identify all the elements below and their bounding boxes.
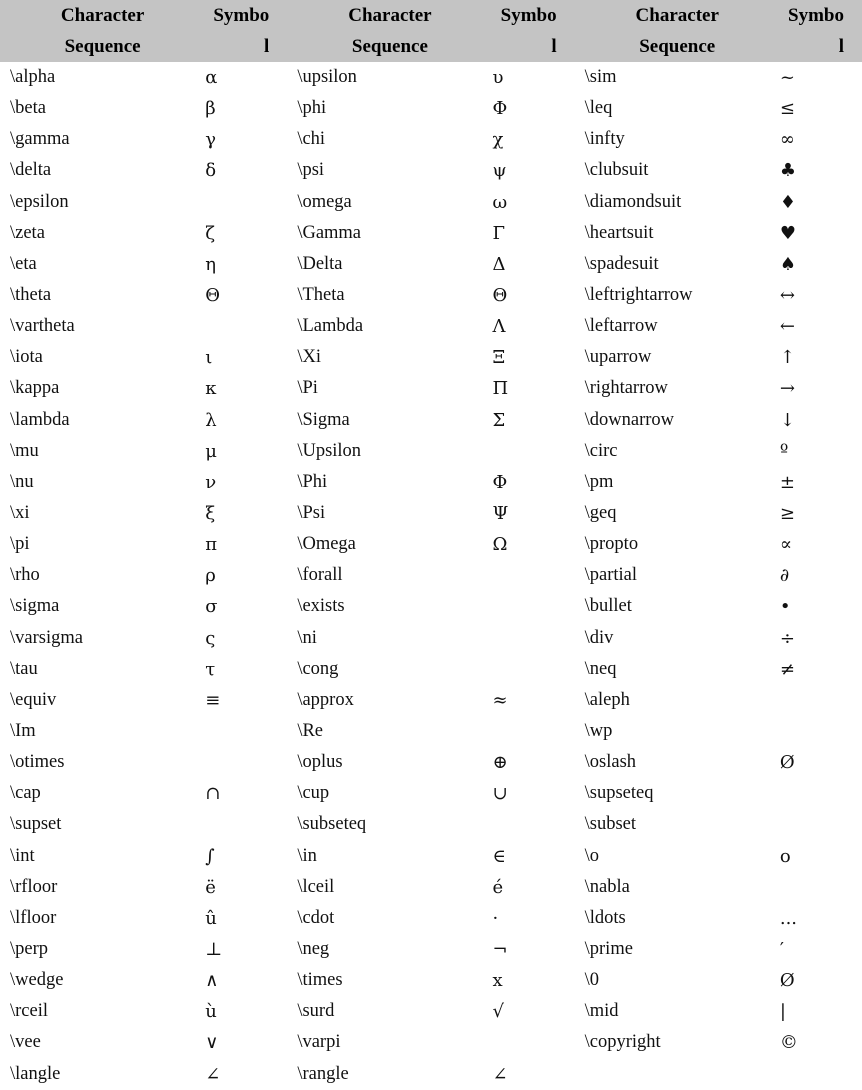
character-sequence-cell: \varsigma [10, 627, 83, 648]
character-sequence-cell: \propto [584, 534, 639, 555]
character-sequence-cell: \diamondsuit [584, 191, 682, 212]
symbol-cell: Ψ [492, 503, 509, 525]
symbol-cell: Ξ [492, 347, 506, 369]
character-sequence-cell: \Sigma [297, 409, 350, 430]
symbol-cell: ⊥ [205, 939, 223, 960]
character-sequence-cell: \lfloor [10, 907, 57, 928]
symbol-cell: ∪ [492, 783, 508, 805]
symbol-cell [485, 436, 575, 467]
symbol-cell: ∫ [205, 845, 215, 867]
symbol-cell [772, 1059, 862, 1090]
symbol-cell: ς [205, 627, 216, 649]
symbol-cell: σ [205, 596, 218, 618]
table-row [0, 934, 862, 965]
symbol-cell: √ [492, 1001, 505, 1023]
symbol-cell: ∝ [779, 534, 793, 556]
table-row [0, 467, 862, 498]
character-sequence-cell: \zeta [10, 222, 45, 243]
character-sequence-cell: \supseteq [584, 783, 654, 804]
header-line: Character [348, 5, 432, 26]
character-sequence-cell: \heartsuit [584, 222, 654, 243]
table-row [0, 1027, 862, 1058]
table-row [0, 872, 862, 903]
symbol-cell: δ [205, 160, 217, 182]
symbol-cell: o [779, 845, 791, 867]
symbol-cell: ≡ [205, 689, 221, 711]
symbol-cell: ← [779, 316, 795, 338]
character-sequence-cell: \otimes [10, 752, 65, 773]
table-body [0, 62, 862, 1090]
character-sequence-cell: \forall [297, 565, 343, 586]
character-sequence-cell: \alpha [10, 67, 56, 88]
character-sequence-cell: \Phi [297, 471, 328, 492]
symbol-cell: ↑ [779, 347, 795, 369]
symbol-cell: π [205, 534, 218, 556]
character-sequence-cell: \langle [10, 1063, 61, 1084]
symbol-cell: ... [779, 907, 798, 929]
table-row [0, 903, 862, 934]
symbol-cell [197, 747, 287, 778]
character-sequence-cell: \perp [10, 939, 49, 959]
symbol-cell [197, 716, 287, 747]
character-sequence-cell: \Re [297, 721, 324, 742]
symbol-cell: κ [205, 378, 217, 400]
table-row [0, 841, 862, 872]
header-line: l [264, 36, 270, 57]
character-sequence-cell: \nu [10, 471, 34, 492]
header-symbol-1 [197, 0, 287, 62]
symbol-cell: ∞ [779, 129, 795, 151]
character-sequence-cell: \epsilon [10, 191, 69, 212]
character-sequence-cell: \Xi [297, 347, 321, 368]
character-sequence-cell: \spadesuit [584, 253, 659, 274]
table-row [0, 124, 862, 155]
symbol-cell [772, 716, 862, 747]
header-line: l [551, 36, 557, 57]
character-sequence-cell: \o [584, 845, 600, 866]
symbol-cell: ∈ [492, 845, 506, 867]
character-sequence-cell: \delta [10, 160, 52, 181]
symbol-cell: x [492, 970, 503, 992]
header-character-sequence-3 [575, 0, 772, 62]
character-sequence-cell: \vartheta [10, 316, 75, 337]
symbol-cell: Ø [779, 970, 795, 992]
character-sequence-cell: \varpi [297, 1032, 341, 1053]
character-sequence-cell: \approx [297, 689, 354, 710]
symbol-cell: · [492, 907, 499, 929]
symbol-cell: ζ [205, 222, 215, 244]
table-row [0, 996, 862, 1027]
symbol-cell: ≤ [779, 98, 795, 120]
character-sequence-cell: \tau [10, 658, 38, 679]
symbol-cell [485, 591, 575, 622]
character-sequence-cell: \sigma [10, 596, 60, 617]
symbol-cell [197, 809, 287, 840]
symbol-cell: υ [492, 67, 504, 89]
character-sequence-cell: \0 [584, 970, 600, 991]
table-row [0, 249, 862, 280]
character-sequence-cell: \wp [584, 721, 613, 742]
symbol-cell: β [205, 98, 216, 120]
symbol-cell: Φ [492, 471, 508, 493]
symbol-cell: º [779, 440, 789, 462]
table-row [0, 623, 862, 654]
character-sequence-cell: \Upsilon [297, 440, 362, 461]
symbol-cell: • [779, 596, 791, 618]
table-row [0, 62, 862, 93]
character-sequence-cell: \pm [584, 471, 614, 492]
symbol-cell: ⊕ [492, 752, 508, 774]
table-row [0, 436, 862, 467]
symbol-cell: → [779, 378, 795, 400]
table-row [0, 405, 862, 436]
symbol-cell: τ [205, 658, 216, 680]
character-sequence-cell: \infty [584, 129, 625, 150]
character-sequence-cell: \omega [297, 191, 352, 212]
character-sequence-cell: \rceil [10, 1001, 49, 1022]
character-sequence-cell: \div [584, 627, 614, 648]
character-sequence-cell: \Omega [297, 534, 356, 555]
table-row [0, 965, 862, 996]
character-sequence-cell: \Lambda [297, 316, 364, 337]
symbol-cell: ÷ [779, 627, 795, 649]
character-sequence-cell: \oslash [584, 752, 637, 773]
table-row [0, 498, 862, 529]
character-sequence-cell: \psi [297, 160, 325, 181]
character-sequence-cell: \theta [10, 285, 52, 306]
character-sequence-cell: \Gamma [297, 222, 362, 243]
table-row [0, 560, 862, 591]
character-sequence-cell: \leq [584, 98, 613, 119]
header-line: Symbo [213, 5, 270, 26]
symbol-cell [485, 809, 575, 840]
symbol-cell: ι [205, 347, 213, 369]
header-line: Character [60, 5, 145, 26]
character-sequence-cell: \leftarrow [584, 316, 658, 337]
character-sequence-cell: \Im [10, 721, 36, 742]
table-row [0, 311, 862, 342]
table-header-row [0, 0, 862, 62]
header-line: Symbo [500, 5, 557, 26]
character-sequence-cell: \cap [10, 783, 41, 804]
character-sequence-cell: \times [297, 970, 343, 991]
character-sequence-cell: \lceil [297, 876, 335, 897]
symbol-cell: é [492, 876, 504, 898]
symbol-cell: ♦ [779, 191, 796, 213]
symbol-cell: ∧ [205, 970, 219, 992]
symbol-cell: Σ [492, 409, 506, 431]
character-sequence-cell: \sim [584, 67, 617, 88]
header-line: Sequence [64, 36, 141, 57]
symbol-cell: ë [205, 876, 216, 898]
table-row [0, 93, 862, 124]
character-sequence-cell: \Delta [297, 253, 343, 274]
table-row [0, 716, 862, 747]
character-sequence-cell: \copyright [584, 1032, 661, 1053]
symbol-cell: Λ [492, 316, 506, 338]
character-sequence-cell: \mu [10, 440, 39, 461]
symbol-cell: ω [492, 191, 508, 213]
header-line: l [838, 36, 844, 57]
character-sequence-cell: \phi [297, 98, 327, 119]
symbol-cell [485, 1027, 575, 1058]
symbol-cell: ± [779, 471, 795, 493]
table-row [0, 778, 862, 809]
header-line: Symbo [788, 5, 844, 26]
symbol-cell [197, 311, 287, 342]
symbol-cell: ∠ [205, 1063, 221, 1085]
symbol-cell: ξ [205, 503, 216, 525]
symbol-cell: Ø [779, 752, 795, 774]
symbol-cell: Δ [492, 253, 506, 275]
character-sequence-cell [575, 1059, 772, 1090]
symbol-cell [772, 685, 862, 716]
character-sequence-cell: \circ [584, 440, 618, 461]
symbol-cell: μ [205, 440, 217, 462]
character-sequence-cell: \rangle [297, 1063, 349, 1084]
character-sequence-cell: \xi [10, 503, 30, 524]
character-sequence-cell: \pi [10, 534, 30, 555]
character-sequence-cell: \nabla [584, 876, 630, 897]
symbol-cell: γ [205, 129, 216, 151]
symbol-cell: ψ [492, 160, 507, 182]
symbol-cell: α [205, 67, 218, 89]
symbol-cell: Π [492, 378, 509, 400]
symbol-cell: ↓ [779, 409, 795, 431]
character-sequence-cell: \bullet [584, 596, 632, 617]
character-sequence-cell: \subseteq [297, 814, 367, 835]
character-sequence-cell: \mid [584, 1001, 619, 1022]
header-line: Sequence [351, 36, 428, 57]
character-sequence-cell: \rightarrow [584, 378, 668, 399]
character-sequence-cell: \chi [297, 129, 326, 150]
header-character-sequence-2 [287, 0, 484, 62]
table-row [0, 155, 862, 186]
character-sequence-cell: \exists [297, 596, 345, 617]
symbol-cell: ρ [205, 565, 216, 587]
symbol-cell: ∨ [205, 1032, 219, 1054]
character-sequence-cell: \clubsuit [584, 160, 649, 181]
table-row [0, 280, 862, 311]
table-row [0, 218, 862, 249]
character-sequence-cell: \cong [297, 658, 339, 679]
character-sequence-cell: \cdot [297, 907, 335, 928]
table-row [0, 187, 862, 218]
character-sequence-cell: \vee [10, 1032, 41, 1053]
character-sequence-cell: \gamma [10, 129, 70, 150]
character-sequence-cell: \iota [10, 347, 43, 368]
symbol-cell: ≠ [779, 658, 795, 680]
character-sequence-cell: \surd [297, 1001, 335, 1022]
character-sequence-cell: \upsilon [297, 67, 357, 88]
header-line: Character [635, 5, 719, 26]
table-row [0, 591, 862, 622]
symbol-cell: ♣ [779, 160, 796, 182]
symbol-cell [485, 716, 575, 747]
character-sequence-cell: \Pi [297, 378, 318, 399]
character-sequence-cell: \neg [297, 939, 330, 959]
character-sequence-cell: \prime [584, 939, 633, 959]
character-sequence-cell: \in [297, 845, 317, 866]
character-sequence-cell: \ni [297, 627, 317, 648]
character-sequence-cell: \rho [10, 565, 40, 586]
symbol-cell: Γ [492, 222, 506, 244]
symbol-cell: û [205, 907, 217, 929]
symbol-cell: ≥ [779, 503, 795, 525]
symbol-cell [197, 187, 287, 218]
symbol-cell [485, 623, 575, 654]
symbol-cell [485, 560, 575, 591]
symbol-cell: ♥ [779, 222, 796, 244]
symbol-cell: ≈ [492, 689, 508, 711]
character-sequence-cell: \beta [10, 98, 46, 119]
character-sequence-cell: \aleph [584, 689, 630, 710]
character-sequence-cell: \downarrow [584, 409, 675, 430]
header-line: Sequence [639, 36, 716, 57]
symbol-cell [772, 872, 862, 903]
character-sequence-cell: \int [10, 845, 35, 866]
symbol-cell: η [205, 253, 217, 275]
symbol-cell: ~ [779, 67, 795, 89]
character-sequence-cell: \subset [584, 814, 637, 835]
character-sequence-cell: \uparrow [584, 347, 652, 368]
header-symbol-3 [772, 0, 862, 62]
symbol-cell: Φ [492, 98, 508, 120]
character-sequence-cell: \supset [10, 814, 62, 835]
symbol-cell: ¬ [492, 939, 508, 960]
symbol-cell: ∠ [492, 1063, 508, 1085]
symbol-cell: Θ [492, 285, 508, 307]
character-sequence-cell: \leftrightarrow [584, 285, 693, 306]
character-sequence-cell: \kappa [10, 378, 60, 399]
table-row [0, 654, 862, 685]
symbol-cell: © [779, 1032, 798, 1054]
table-row [0, 342, 862, 373]
table-row [0, 747, 862, 778]
symbol-cell: ♠ [779, 253, 796, 275]
character-sequence-cell: \ldots [584, 907, 626, 928]
symbol-cell [485, 654, 575, 685]
character-sequence-cell: \lambda [10, 409, 70, 430]
symbol-cell: ù [205, 1001, 217, 1023]
table-row [0, 1059, 862, 1090]
table-row [0, 809, 862, 840]
symbol-cell: ↔ [779, 285, 795, 307]
character-sequence-cell: \Psi [297, 503, 326, 524]
symbol-cell: Θ [205, 285, 220, 307]
character-sequence-cell: \wedge [10, 970, 64, 991]
symbol-cell: | [779, 1001, 786, 1023]
header-character-sequence-1 [0, 0, 197, 62]
symbol-cell [772, 809, 862, 840]
character-sequence-cell: \cup [297, 783, 330, 804]
character-sequence-cell: \rfloor [10, 876, 58, 897]
symbol-cell: ν [205, 471, 217, 493]
character-sequence-cell: \neq [584, 658, 617, 679]
symbol-cell: ∩ [205, 783, 221, 805]
character-sequence-cell: \Theta [297, 285, 345, 306]
character-sequence-cell: \oplus [297, 752, 343, 773]
symbol-cell [772, 778, 862, 809]
symbol-cell: Ω [492, 534, 508, 556]
table-row [0, 529, 862, 560]
character-sequence-cell: \geq [584, 503, 617, 524]
symbol-cell: λ [205, 409, 217, 431]
character-sequence-cell: \partial [584, 565, 638, 586]
symbol-cell: ∂ [779, 565, 790, 587]
table-row [0, 685, 862, 716]
character-sequence-cell: \eta [10, 253, 37, 274]
header-symbol-2 [485, 0, 575, 62]
character-sequence-cell: \equiv [10, 689, 57, 710]
symbol-cell: ′ [779, 939, 784, 960]
symbol-cell: χ [492, 129, 504, 151]
table-row [0, 373, 862, 404]
